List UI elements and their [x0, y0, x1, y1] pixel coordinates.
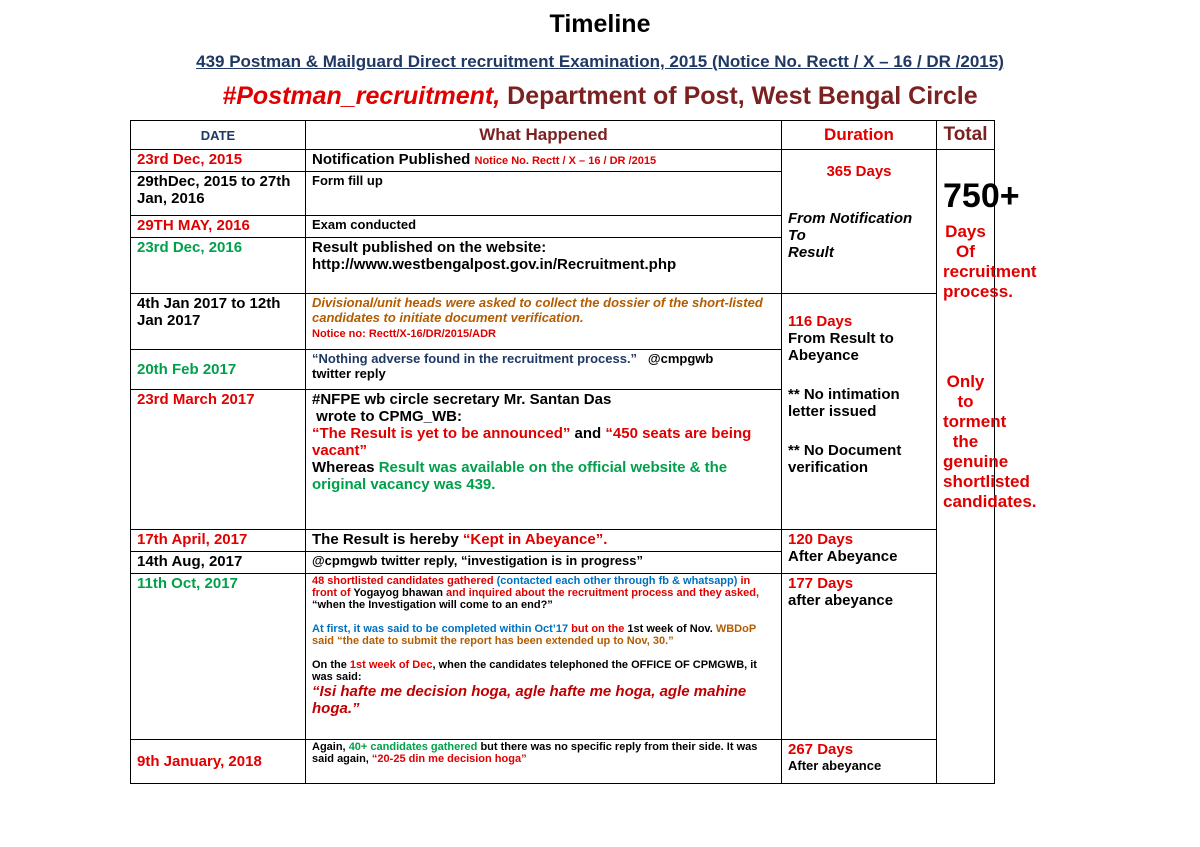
table-row [131, 574, 995, 740]
table-row [131, 530, 995, 552]
row-event: Result published on the website: http://www.westbengalpost.gov.in/Recruitment.php [306, 238, 782, 294]
row-event: #NFPE wb circle secretary Mr. Santan Das wrote to CPMG_WB: “The Result is yet to be announced” and “450 seats are being vacant” Whereas Result was available on the official website & the original vacancy was 439. [306, 390, 782, 530]
col-date: DATE [131, 121, 306, 150]
notice-note: Notice No. Rectt / X – 16 / DR /2015 [474, 155, 657, 167]
row-event: Divisional/unit heads were asked to collect the dossier of the short-listed candidates to initiate document verification. Notice no: Rectt/X-16/DR/2015/ADR [306, 294, 782, 350]
duration-cell: 267 Days After abeyance [782, 740, 937, 784]
page-subtitle: 439 Postman & Mailguard Direct recruitment Examination, 2015 (Notice No. Rectt / X – 16 / DR /2015) [196, 52, 1004, 71]
header-row [131, 121, 995, 150]
duration-cell: 120 Days After Abeyance [782, 530, 937, 574]
department: Department of Post, West Bengal Circle [500, 82, 978, 110]
row-date: 29TH MAY, 2016 [131, 216, 306, 238]
row-date: 29thDec, 2015 to 27th Jan, 2016 [131, 172, 306, 216]
total-days: 750+ [943, 177, 1020, 215]
row-event: 48 shortlisted candidates gathered (contacted each other through fb & whatsapp) in front of Yogayog bhawan and inquired about the recruitment process and they asked, “when the Investigation will come to an end?” At first, it was said to be completed within Oct’17 but on the 1st week of Nov. WBDoP said “the date to submit the report has been extended up to Nov, 30.” On the 1st week of Dec, when the candidates telephoned the OFFICE OF CPMGWB, it was said: “Isi hafte me decision hoga, agle hafte me hoga, agle mahine hoga.” [306, 574, 782, 740]
page-title: Timeline [549, 10, 651, 38]
row-event: Form fill up [306, 172, 782, 216]
total-cell: 750+ Days Of recruitment process. Only to torment the genuine shortlisted candidates. [937, 150, 995, 784]
row-date: 14th Aug, 2017 [131, 552, 306, 574]
row-date: 23rd March 2017 [131, 390, 306, 530]
col-what: What Happened [306, 121, 782, 150]
timeline-table [130, 120, 1037, 784]
col-total: Total [937, 121, 995, 150]
row-date: 23rd Dec, 2016 [131, 238, 306, 294]
table-row [131, 740, 995, 784]
page-heading [0, 82, 1200, 111]
row-event: “Nothing adverse found in the recruitment process.” @cmpgwb twitter reply [306, 350, 782, 390]
row-date: 4th Jan 2017 to 12th Jan 2017 [131, 294, 306, 350]
row-event: Notification Published Notice No. Rectt / X – 16 / DR /2015 [306, 150, 782, 172]
hashtag: #Postman_recruitment, [222, 82, 501, 110]
row-date: 20th Feb 2017 [131, 350, 306, 390]
duration-cell: 365 Days From Notification To Result [782, 150, 937, 294]
duration-cell: 116 Days From Result to Abeyance ** No intimation letter issued ** No Document verification [782, 294, 937, 530]
row-date: 17th April, 2017 [131, 530, 306, 552]
col-duration: Duration [782, 121, 937, 150]
table-row [131, 294, 995, 350]
duration-cell: 177 Days after abeyance [782, 574, 937, 740]
row-event: The Result is hereby “Kept in Abeyance”. [306, 530, 782, 552]
row-date: 23rd Dec, 2015 [131, 150, 306, 172]
row-event: Again, 40+ candidates gathered but there was no specific reply from their side. It was said again, “20-25 din me decision hoga” [306, 740, 782, 784]
row-date: 9th January, 2018 [131, 740, 306, 784]
row-event: @cpmgwb twitter reply, “investigation is in progress” [306, 552, 782, 574]
row-event: Exam conducted [306, 216, 782, 238]
table-row [131, 150, 995, 172]
row-date: 11th Oct, 2017 [131, 574, 306, 740]
